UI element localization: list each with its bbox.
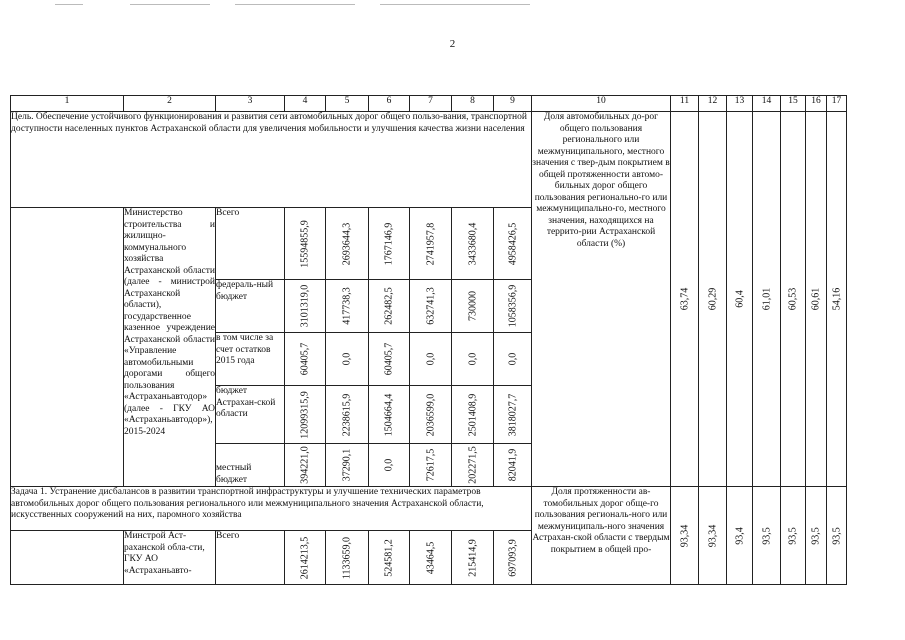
- col-number: 4: [285, 96, 326, 112]
- col-number: 2: [124, 96, 216, 112]
- goal-indicator-value: 60,53: [781, 112, 806, 487]
- col-number: 3: [216, 96, 285, 112]
- task-funding-value: 524581,2: [369, 531, 410, 585]
- goal-indicator-value: 54,16: [827, 112, 847, 487]
- task-text: Задача 1. Устранение дисбалансов в развитии транспортной инфраструктуры и улучшение технических параметров автомобильных дорог общего пользования регионального или межмуниципального значения Астраханской области, искусственных сооружений на них, паромного хозяйства: [11, 487, 532, 531]
- task-indicator-value: 93,5: [827, 487, 847, 585]
- goal-row: [11, 112, 847, 208]
- task-funding-value: 43464,5: [410, 531, 452, 585]
- task-funding-value: 215414,9: [452, 531, 494, 585]
- funding-value: 0,0: [326, 333, 369, 386]
- col-number: 1: [11, 96, 124, 112]
- funding-value: 72617,5: [410, 444, 452, 487]
- program-table: [10, 95, 847, 585]
- funding-value: 0,0: [369, 444, 410, 487]
- funding-source: федераль-ный бюджет: [216, 280, 285, 333]
- funding-value: 2036599,0: [410, 386, 452, 444]
- funding-value: 0,0: [410, 333, 452, 386]
- goal-indicator-value: 61,01: [753, 112, 781, 487]
- task-row: [11, 487, 847, 531]
- funding-value: 4958426,5: [494, 208, 532, 280]
- funding-value: 3433680,4: [452, 208, 494, 280]
- col-number: 15: [781, 96, 806, 112]
- funding-value: 82041,9: [494, 444, 532, 487]
- funding-value: 1767146,9: [369, 208, 410, 280]
- funding-value: 2693644,3: [326, 208, 369, 280]
- funding-value: 632741,3: [410, 280, 452, 333]
- task-executor: Минстрой Аст-раханской обла-сти, ГКУ АО «Астраханьавто-: [124, 531, 216, 585]
- funding-value: 394221,0: [285, 444, 326, 487]
- funding-source: Всего: [216, 208, 285, 280]
- task-indicator-value: 93,5: [781, 487, 806, 585]
- task-indicator-value: 93,5: [806, 487, 827, 585]
- col-number: 14: [753, 96, 781, 112]
- task-indicator: Доля протяженности ав-томобильных дорог обще-го пользования региональ-ного или межмуниципаль-ного значения Астрахан-ской области с твердым покрытием в общей про-: [532, 487, 671, 585]
- funding-source: бюджет Астрахан-ской области: [216, 386, 285, 444]
- col-number: 16: [806, 96, 827, 112]
- scan-artifact-1: [55, 4, 83, 5]
- column-number-row: [11, 96, 847, 112]
- funding-value: 60405,7: [369, 333, 410, 386]
- task-indicator-value: 93,4: [727, 487, 753, 585]
- funding-value: 202271,5: [452, 444, 494, 487]
- goal-indicator-value: 60,4: [727, 112, 753, 487]
- funding-value: 417738,3: [326, 280, 369, 333]
- funding-value: 12099315,9: [285, 386, 326, 444]
- col-number: 8: [452, 96, 494, 112]
- funding-value: 1058356,9: [494, 280, 532, 333]
- task-funding-value: 1133659,0: [326, 531, 369, 585]
- page-number: 2: [449, 38, 456, 50]
- task-funding-source: Всего: [216, 531, 285, 585]
- funding-value: 15594855,9: [285, 208, 326, 280]
- col-number: 11: [671, 96, 699, 112]
- blank-cell: [11, 208, 124, 487]
- funding-value: 2238615,9: [326, 386, 369, 444]
- funding-source: в том числе за счет остатков 2015 года: [216, 333, 285, 386]
- goal-indicator: Доля автомобильных до-рог общего пользования регионального или межмуниципального, местного значения с твер-дым покрытием в общей протяженности автомо-бильных дорог общего пользования регионально-го или межмуниципально-го, местного значения, находящихся на террито-рии Астраханской области (%): [532, 112, 671, 487]
- funding-value: 3101319,0: [285, 280, 326, 333]
- col-number: 17: [827, 96, 847, 112]
- funding-value: 262482,5: [369, 280, 410, 333]
- funding-value: 1504664,4: [369, 386, 410, 444]
- funding-value: 0,0: [494, 333, 532, 386]
- blank-cell: [11, 531, 124, 585]
- col-number: 12: [699, 96, 727, 112]
- scan-artifact-2: [130, 4, 210, 5]
- funding-value: 60405,7: [285, 333, 326, 386]
- funding-source: местный бюджет: [216, 444, 285, 487]
- col-number: 10: [532, 96, 671, 112]
- task-indicator-value: 93,5: [753, 487, 781, 585]
- goal-indicator-value: 60,61: [806, 112, 827, 487]
- task-funding-value: 697093,9: [494, 531, 532, 585]
- scan-artifact-4: [380, 4, 530, 5]
- col-number: 9: [494, 96, 532, 112]
- funding-value: 0,0: [452, 333, 494, 386]
- col-number: 13: [727, 96, 753, 112]
- goal-text: Цель. Обеспечение устойчивого функционирования и развития сети автомобильных дорог общего пользо-вания, транспортной доступности населенных пунктов Астраханской области для увеличения мобильности и улучшения качества жизни населения: [11, 112, 532, 208]
- funding-value: 730000: [452, 280, 494, 333]
- goal-indicator-value: 63,74: [671, 112, 699, 487]
- funding-value: 3818027,7: [494, 386, 532, 444]
- col-number: 6: [369, 96, 410, 112]
- executor-text: Министерство строительства и жилищно-коммунального хозяйства Астраханской области (далее - министрой Астраханской области), государственное казенное учреждение Астраханской области «Управление автомобильными дорогами общего пользования «Астраханьавтодор» (далее - ГКУ АО «Астраханьавтодор»), 2015-2024: [124, 208, 216, 487]
- funding-value: 2501408,9: [452, 386, 494, 444]
- funding-value: 37290,1: [326, 444, 369, 487]
- task-indicator-value: 93,34: [699, 487, 727, 585]
- col-number: 7: [410, 96, 452, 112]
- scan-artifact-3: [235, 4, 355, 5]
- funding-value: 2741957,8: [410, 208, 452, 280]
- goal-indicator-value: 60,29: [699, 112, 727, 487]
- task-indicator-value: 93,34: [671, 487, 699, 585]
- col-number: 5: [326, 96, 369, 112]
- task-funding-value: 2614213,5: [285, 531, 326, 585]
